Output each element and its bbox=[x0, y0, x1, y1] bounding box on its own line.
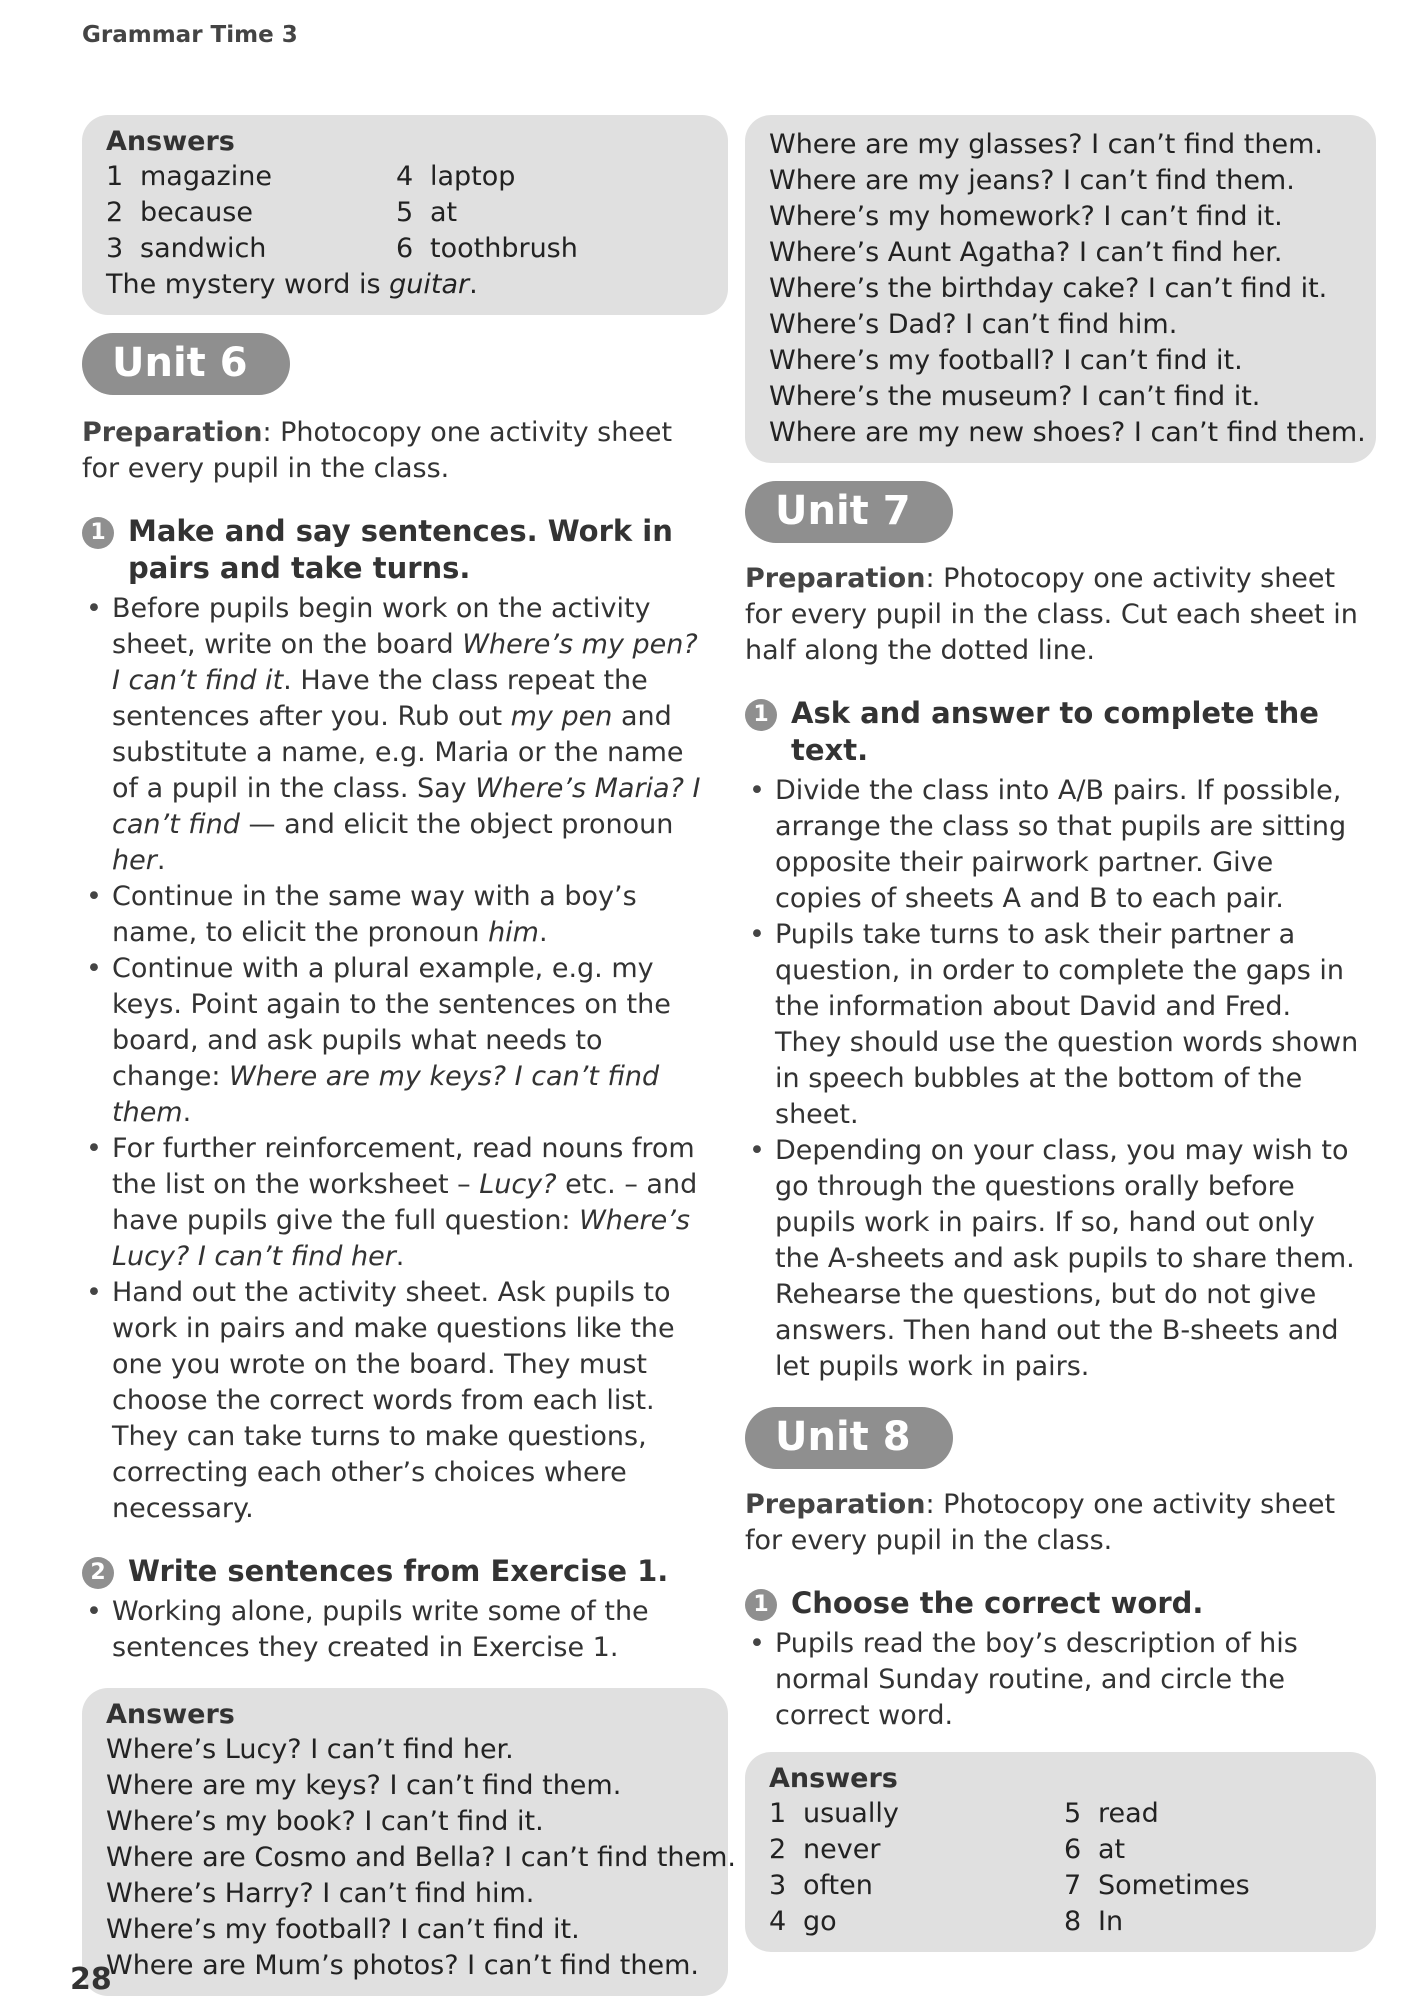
unit-6-preparation bbox=[82, 415, 702, 487]
answers-grid bbox=[106, 159, 706, 267]
answer-number: 6 bbox=[1064, 1834, 1082, 1865]
answer-number: 8 bbox=[1064, 1906, 1082, 1937]
answer-item bbox=[1064, 1868, 1354, 1904]
answer-line: Where’s Dad? I can’t find him. bbox=[769, 309, 1178, 340]
answers-grid bbox=[769, 1796, 1354, 1940]
text: . bbox=[156, 845, 166, 876]
example-text: Where’s Lucy? I can’t find her bbox=[112, 1205, 690, 1272]
text: . bbox=[395, 1241, 405, 1272]
answer-word: at bbox=[1098, 1834, 1126, 1865]
unit-8-heading: Unit 8 bbox=[745, 1407, 953, 1469]
text: . bbox=[538, 917, 548, 948]
example-text: Where’s Maria? I can’t find bbox=[112, 773, 701, 840]
answer-line: Where are Cosmo and Bella? I can’t find them. bbox=[106, 1842, 737, 1873]
answer-number: 4 bbox=[396, 161, 414, 192]
exercise-number-badge: 2 bbox=[82, 1557, 114, 1589]
exercise-title: Ask and answer to complete the text. bbox=[791, 696, 1319, 767]
answer-item bbox=[1064, 1904, 1354, 1940]
answer-item bbox=[106, 195, 396, 231]
unit-8-exercise-1-heading bbox=[745, 1585, 1365, 1622]
unit-6-exercise-1-heading bbox=[82, 513, 702, 587]
instruction-bullet: • Divide the class into A/B pairs. If possible, arrange the class so that pupils are sitting opposite their pairwork partner. Give copies of sheets A and B to each pair. bbox=[745, 773, 1365, 917]
unit-8-preparation bbox=[745, 1487, 1365, 1559]
instruction-bullet bbox=[82, 951, 702, 1131]
instruction-bullet bbox=[82, 879, 702, 951]
mystery-prefix: The mystery word is bbox=[106, 269, 390, 300]
answer-word: Sometimes bbox=[1098, 1870, 1250, 1901]
preparation-text: : Photocopy one activity sheet for every pupil in the class. Cut each sheet in half along the dotted line. bbox=[745, 563, 1358, 666]
answer-word: never bbox=[803, 1834, 881, 1865]
preparation-text: : Photocopy one activity sheet for every pupil in the class. bbox=[82, 417, 673, 484]
answer-word: usually bbox=[803, 1798, 899, 1829]
preparation-label: Preparation bbox=[745, 1489, 926, 1520]
answer-word: because bbox=[140, 197, 253, 228]
answers-box-unit6-continued bbox=[745, 115, 1376, 463]
answer-word: laptop bbox=[430, 161, 516, 192]
answer-line: Where’s my homework? I can’t find it. bbox=[769, 201, 1283, 232]
answer-line: Where are Mum’s photos? I can’t find them. bbox=[106, 1950, 699, 1981]
answer-line: Where’s my book? I can’t find it. bbox=[106, 1806, 544, 1837]
answers-column-1 bbox=[769, 1796, 1064, 1940]
answer-word: sandwich bbox=[140, 233, 267, 264]
example-text: Lucy? bbox=[479, 1169, 557, 1200]
answer-item bbox=[396, 195, 686, 231]
answer-number: 1 bbox=[106, 161, 124, 192]
instruction-bullet bbox=[82, 591, 702, 879]
instruction-bullet bbox=[82, 1131, 702, 1275]
exercise-number-badge: 1 bbox=[745, 699, 777, 731]
answer-line: Where’s my football? I can’t find it. bbox=[106, 1914, 580, 1945]
preparation-label: Preparation bbox=[745, 563, 926, 594]
answer-line: Where’s the museum? I can’t find it. bbox=[769, 381, 1261, 412]
instruction-bullet: • Pupils read the boy’s description of his normal Sunday routine, and circle the correct word. bbox=[745, 1626, 1365, 1734]
answer-number: 1 bbox=[769, 1798, 787, 1829]
exercise-number-badge: 1 bbox=[82, 517, 114, 549]
instruction-bullet: • Hand out the activity sheet. Ask pupils to work in pairs and make questions like the one you wrote on the board. They must choose the correct words from each list. They can take turns to make questions, correcting each other’s choices where necessary. bbox=[82, 1275, 702, 1527]
page-number: 28 bbox=[70, 1962, 112, 1997]
text: etc. – and have pupils give the full question: bbox=[112, 1169, 698, 1236]
answer-line: Where’s Lucy? I can’t find her. bbox=[106, 1734, 514, 1765]
exercise-title: Write sentences from Exercise 1. bbox=[128, 1554, 669, 1588]
answer-word: go bbox=[803, 1906, 837, 1937]
instruction-bullet: • Pupils take turns to ask their partner a question, in order to complete the gaps in the information about David and Fred. They should use the question words shown in speech bubbles at the bottom of the sheet. bbox=[745, 917, 1365, 1133]
answer-item bbox=[106, 159, 396, 195]
answer-line: Where’s my football? I can’t find it. bbox=[769, 345, 1243, 376]
running-head: Grammar Time 3 bbox=[82, 22, 298, 48]
unit-7-preparation bbox=[745, 561, 1365, 669]
text: and substitute a name, e.g. Maria or the name of a pupil in the class. Say bbox=[112, 701, 684, 804]
answer-word: In bbox=[1098, 1906, 1124, 1937]
text: Before pupils begin work on the activity sheet, write on the board bbox=[112, 593, 651, 660]
answer-item bbox=[769, 1796, 1064, 1832]
answers-title: Answers bbox=[769, 1763, 898, 1794]
answer-item bbox=[769, 1832, 1064, 1868]
answer-word: magazine bbox=[140, 161, 272, 192]
answer-line: Where are my new shoes? I can’t find them. bbox=[769, 417, 1366, 448]
answer-number: 5 bbox=[396, 197, 414, 228]
answers-title: Answers bbox=[106, 1699, 235, 1730]
text: For further reinforcement, read nouns from the list on the worksheet – bbox=[112, 1133, 695, 1200]
unit-6-exercise-2-heading bbox=[82, 1553, 702, 1590]
answer-line: Where’s Aunt Agatha? I can’t find her. bbox=[769, 237, 1283, 268]
answer-word: read bbox=[1098, 1798, 1159, 1829]
answers-column-2 bbox=[1064, 1796, 1354, 1940]
answer-item bbox=[396, 231, 686, 267]
mystery-word-line bbox=[106, 267, 706, 303]
unit-6-exercise-2-instructions bbox=[82, 1594, 702, 1666]
example-text: her bbox=[112, 845, 157, 876]
answer-number: 2 bbox=[106, 197, 124, 228]
unit-7-heading: Unit 7 bbox=[745, 481, 953, 543]
answer-number: 3 bbox=[106, 233, 124, 264]
right-column bbox=[745, 115, 1365, 1952]
answer-line: Where are my glasses? I can’t find them. bbox=[769, 129, 1323, 160]
mystery-suffix: . bbox=[469, 269, 478, 300]
text: . Have the class repeat the sentences after you. Rub out bbox=[112, 665, 648, 732]
answer-number: 5 bbox=[1064, 1798, 1082, 1829]
text: . bbox=[182, 1097, 192, 1128]
exercise-title: Choose the correct word. bbox=[791, 1586, 1204, 1620]
answer-number: 4 bbox=[769, 1906, 787, 1937]
answer-line: Where’s Harry? I can’t find him. bbox=[106, 1878, 535, 1909]
example-text: him bbox=[488, 917, 539, 948]
answers-box-unit8 bbox=[745, 1752, 1376, 1952]
answer-word: toothbrush bbox=[430, 233, 578, 264]
answers-title: Answers bbox=[106, 126, 235, 157]
example-text: Where’s my pen? I can’t find it bbox=[112, 629, 698, 696]
answer-item bbox=[1064, 1796, 1354, 1832]
answer-line: Where are my keys? I can’t find them. bbox=[106, 1770, 622, 1801]
answers-column-1 bbox=[106, 159, 396, 267]
answer-word: at bbox=[430, 197, 458, 228]
answer-item bbox=[396, 159, 686, 195]
preparation-label: Preparation bbox=[82, 417, 263, 448]
answer-item bbox=[106, 231, 396, 267]
instruction-bullet: • Working alone, pupils write some of the sentences they created in Exercise 1. bbox=[82, 1594, 702, 1666]
unit-6-exercise-1-instructions bbox=[82, 591, 702, 1527]
unit-7-exercise-1-heading bbox=[745, 695, 1365, 769]
unit-8-exercise-1-instructions bbox=[745, 1626, 1365, 1734]
exercise-title: Make and say sentences. Work in pairs and take turns. bbox=[128, 514, 673, 585]
unit-6-heading: Unit 6 bbox=[82, 333, 290, 395]
answer-item bbox=[769, 1904, 1064, 1940]
text: — and elicit the object pronoun bbox=[239, 809, 674, 840]
unit-7-exercise-1-instructions bbox=[745, 773, 1365, 1385]
left-column bbox=[82, 115, 737, 1996]
answers-box-unit6 bbox=[82, 1688, 737, 1996]
text: Continue in the same way with a boy’s name, to elicit the pronoun bbox=[112, 881, 637, 948]
exercise-number-badge: 1 bbox=[745, 1589, 777, 1621]
example-text: Where are my keys? I can’t find them bbox=[112, 1061, 660, 1128]
answer-item bbox=[769, 1868, 1064, 1904]
example-text: my pen bbox=[510, 701, 613, 732]
answer-word: often bbox=[803, 1870, 873, 1901]
text: Continue with a plural example, e.g. my keys. Point again to the sentences on the board, and ask pupils what needs to change: bbox=[112, 953, 671, 1092]
answer-number: 6 bbox=[396, 233, 414, 264]
answer-line: Where’s the birthday cake? I can’t find it. bbox=[769, 273, 1328, 304]
answers-column-2 bbox=[396, 159, 686, 267]
answer-number: 2 bbox=[769, 1834, 787, 1865]
mystery-word: guitar bbox=[389, 269, 470, 300]
preparation-text: : Photocopy one activity sheet for every pupil in the class. bbox=[745, 1489, 1336, 1556]
answer-number: 3 bbox=[769, 1870, 787, 1901]
answer-line: Where are my jeans? I can’t find them. bbox=[769, 165, 1295, 196]
answers-box-unit5 bbox=[82, 115, 728, 315]
instruction-bullet: • Depending on your class, you may wish to go through the questions orally before pupils work in pairs. If so, hand out only the A-sheets and ask pupils to share them. Rehearse the questions, but do not give answers. Then hand out the B-sheets and let pupils work in pairs. bbox=[745, 1133, 1365, 1385]
answer-item bbox=[1064, 1832, 1354, 1868]
answer-number: 7 bbox=[1064, 1870, 1082, 1901]
